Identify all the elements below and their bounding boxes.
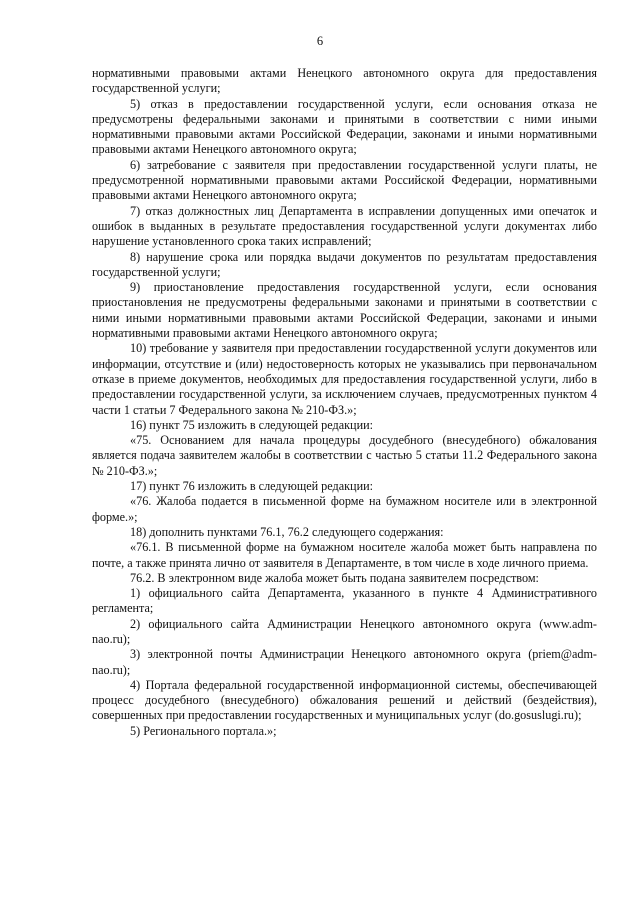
paragraph: 10) требование у заявителя при предоставлении государственной услуги документов или информации, отсутствие и (или) недостоверность которых не указывались при первоначальном отказе в приеме документов, необходимых для предоставления государственной услуги, либо в предоставлении государственной услуги, за исключением случаев, предусмотренных пунктом 4 части 1 статьи 7 Федерального закона № 210-ФЗ.»; (92, 341, 597, 417)
paragraph: нормативными правовыми актами Ненецкого автономного округа для предоставления государственной услуги; (92, 66, 597, 96)
paragraph: 76.2. В электронном виде жалоба может быть подана заявителем посредством: (130, 570, 539, 585)
paragraph: «76.1. В письменной форме на бумажном носителе жалоба может быть направлена по почте, а также принята лично от заявителя в Департаменте, в том числе в ходе личного приема. (92, 540, 597, 570)
paragraph: «75. Основанием для начала процедуры досудебного (внесудебного) обжалования является подача заявителем жалобы в соответствии с частью 5 статьи 11.2 Федерального закона № 210-ФЗ.»; (92, 433, 597, 478)
paragraph: 17) пункт 76 изложить в следующей редакции: (130, 479, 374, 494)
document-body (92, 66, 597, 739)
paragraph: 16) пункт 75 изложить в следующей редакции: (130, 417, 374, 432)
paragraph: 6) затребование с заявителя при предоставлении государственной услуги платы, не предусмотренной нормативными правовыми актами Российской Федерации, нормативными правовыми актами Ненецкого автономного округа; (92, 157, 597, 203)
paragraph: 18) дополнить пунктами 76.1, 76.2 следующего содержания: (130, 524, 444, 539)
page-number: 6 (316, 34, 324, 48)
paragraph: 7) отказ должностных лиц Департамента в исправлении допущенных ими опечаток и ошибок в выданных в результате предоставления государственной услуги документах либо нарушение установленного срока таких исправлений; (92, 203, 597, 249)
paragraph: 2) официального сайта Администрации Ненецкого автономного округа (www.adm-nao.ru); (92, 616, 597, 646)
paragraph: 5) отказ в предоставлении государственной услуги, если основания отказа не предусмотрены федеральными законами и принятыми в соответствии с ними иными нормативными правовыми актами Российской Федерации, законами и иными нормативными правовыми актами Ненецкого автономного округа; (92, 96, 597, 157)
paragraph: 4) Портала федеральной государственной информационной системы, обеспечивающей процесс досудебного (внесудебного) обжалования решений и действий (бездействия), совершенных при предоставлении государственных и муниципальных услуг (do.gosuslugi.ru); (92, 677, 597, 723)
paragraph: 9) приостановление предоставления государственной услуги, если основания приостановления не предусмотрены федеральными законами и принятыми в соответствии с ними иными нормативными правовыми актами Российской Федерации, законами и иными нормативными правовыми актами Ненецкого автономного округа; (92, 280, 597, 341)
paragraph: «76. Жалоба подается в письменной форме на бумажном носителе или в электронной форме.»; (92, 494, 597, 524)
paragraph: 1) официального сайта Департамента, указанного в пункте 4 Административного регламента; (92, 586, 597, 616)
paragraph: 3) электронной почты Администрации Ненецкого автономного округа (priem@adm-nao.ru); (92, 647, 597, 677)
paragraph: 8) нарушение срока или порядка выдачи документов по результатам предоставления государственной услуги; (92, 249, 597, 279)
paragraph: 5) Регионального портала.»; (130, 723, 277, 738)
